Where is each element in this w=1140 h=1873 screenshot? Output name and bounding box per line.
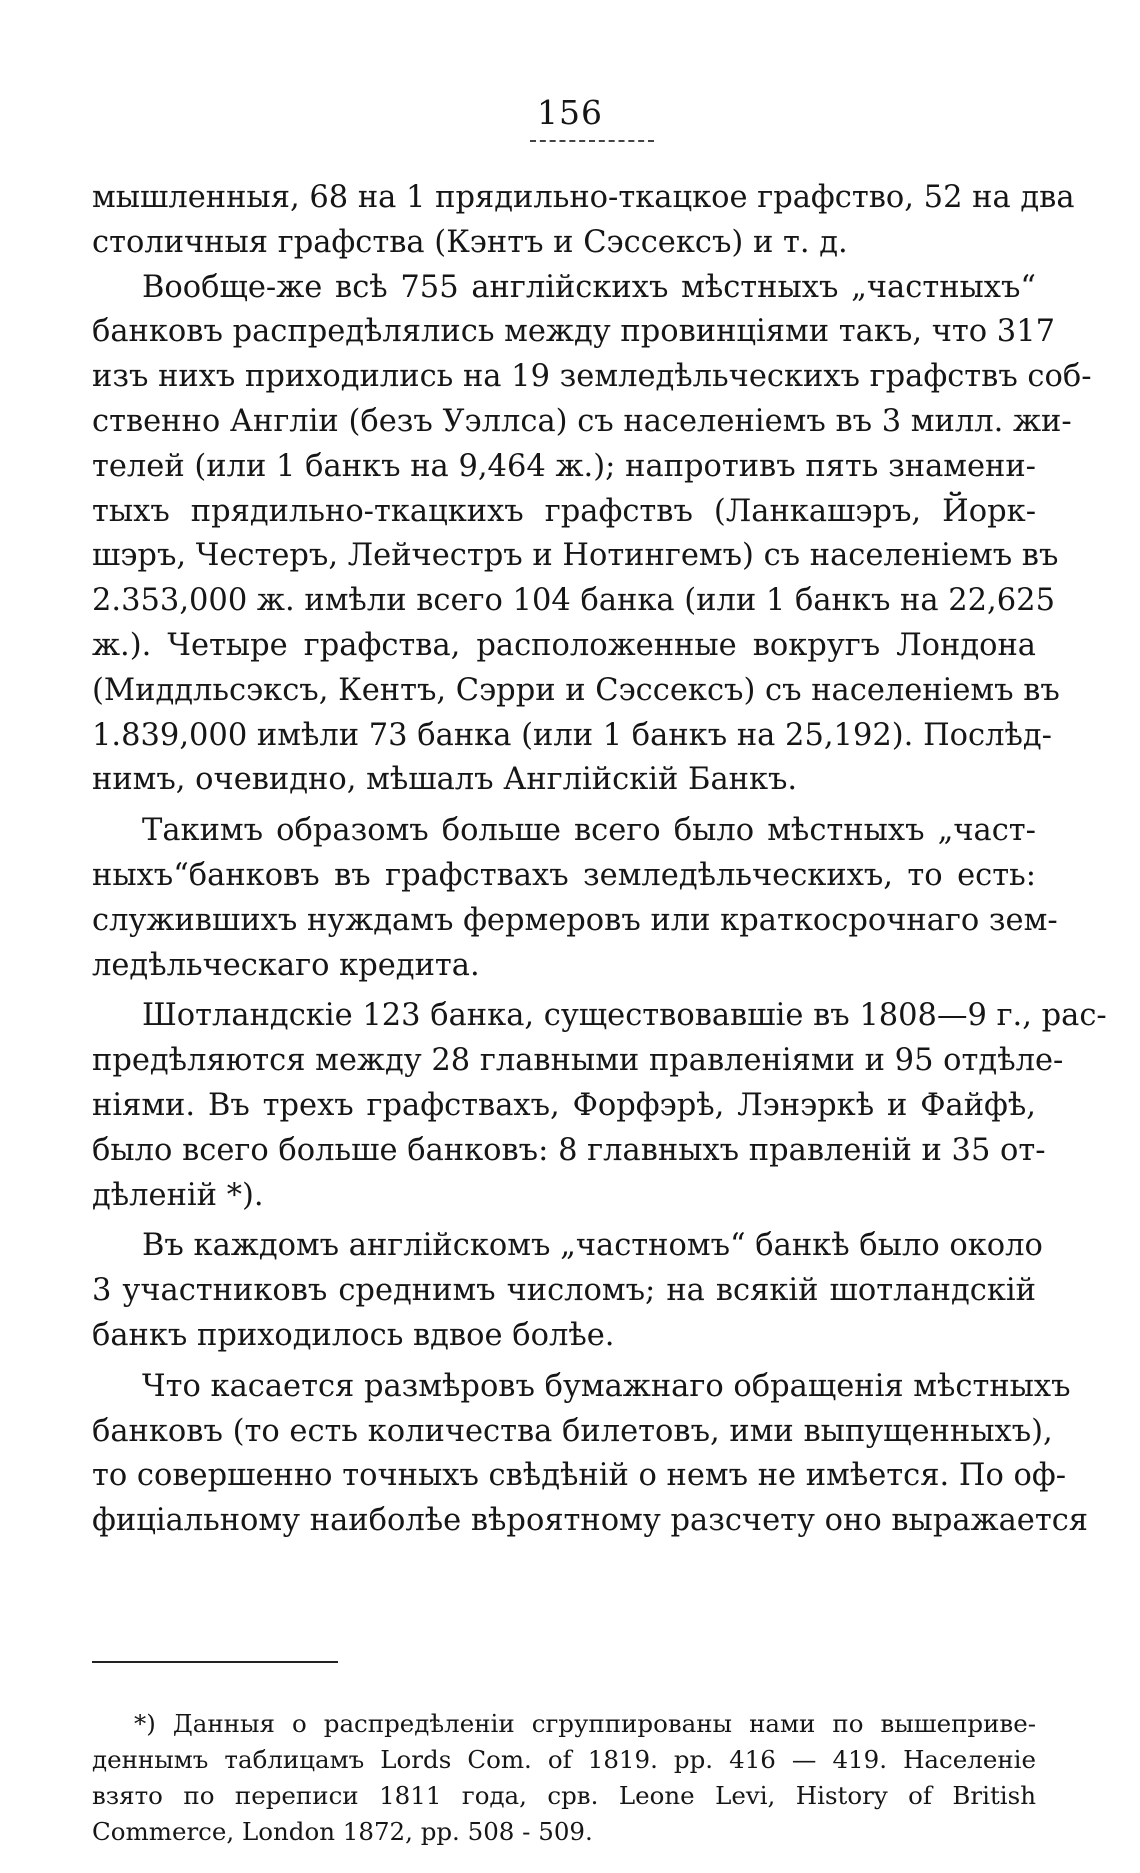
text-line: столичныя графства (Кэнтъ и Сэссексъ) и т. д. [92,224,848,260]
text-line: Въ каждомъ англійскомъ „частномъ“ банкѣ было около [142,1228,1043,1264]
text-line: 3 участниковъ среднимъ числомъ; на всякій шотландскій [92,1273,1036,1309]
text-line: Шотландскіе 123 банка, существовавшіе въ 1808—9 г., рас- [142,998,1107,1034]
text-line: ніями. Въ трехъ графствахъ, Форфэрѣ, Лэнэркѣ и Файфѣ, [92,1087,1036,1123]
page-number: 156 [537,93,603,132]
text-line: Такимъ образомъ больше всего было мѣстныхъ „част- [142,813,1036,849]
footnote-line: взято по переписи 1811 года, срв. Leone Levi, History of British [92,1781,1036,1810]
text-line: телей (или 1 банкъ на 9,464 ж.); напротивъ пять знамени- [92,448,1036,484]
text-line: служившихъ нуждамъ фермеровъ или краткосрочнаго зем- [92,902,1058,938]
text-line: тыхъ прядильно-ткацкихъ графствъ (Ланкашэръ, Йорк- [92,493,1036,529]
text-line: банковъ (то есть количества билетовъ, ими выпущенныхъ), [92,1413,1053,1449]
text-line: было всего больше банковъ: 8 главныхъ правленій и 35 от- [92,1132,1046,1168]
text-line: банковъ распредѣлялись между провинціями такъ, что 317 [92,314,1056,350]
text-line: шэръ, Честеръ, Лейчестръ и Нотингемъ) съ населеніемъ въ [92,538,1059,574]
text-line: мышленныя, 68 на 1 прядильно-ткацкое графство, 52 на два [92,180,1075,215]
footnote-divider [92,1661,338,1663]
footnote-line: Commerce, London 1872, pp. 508 - 509. [92,1817,593,1846]
text-line: нимъ, очевидно, мѣшалъ Англійскій Банкъ. [92,762,798,798]
text-line: ледѣльческаго кредита. [92,947,480,983]
text-line: 2.353,000 ж. имѣли всего 104 банка (или 1 банкъ на 22,625 [92,583,1055,619]
body-text [92,176,1107,1544]
text-line: ж.). Четыре графства, расположенные вокругъ Лондона [92,627,1036,663]
page-number-rule [530,140,654,142]
text-line: Вообще-же всѣ 755 англійскихъ мѣстныхъ „частныхъ“ [142,269,1036,305]
text-line: то совершенно точныхъ свѣдѣній о немъ не имѣется. По оф- [92,1458,1067,1494]
footnote-line: *) Данныя о распредѣленіи сгруппированы нами по вышеприве- [134,1709,1036,1738]
footnote [92,1706,1036,1850]
text-line: фиціальному наиболѣе вѣроятному разсчету оно выражается [92,1503,1089,1539]
text-line: ственно Англіи (безъ Уэллса) съ населеніемъ въ 3 милл. жи- [92,403,1072,439]
text-line: предѣляются между 28 главными правленіями и 95 отдѣле- [92,1043,1064,1079]
text-line: 1.839,000 имѣли 73 банка (или 1 банкъ на 25,192). Послѣд- [92,717,1052,753]
text-line: Что касается размѣровъ бумажнаго обращенія мѣстныхъ [142,1368,1071,1404]
text-line: изъ нихъ приходились на 19 земледѣльческихъ графствъ соб- [92,359,1092,395]
text-line: (Миддльсэксъ, Кентъ, Сэрри и Сэссексъ) съ населеніемъ въ [92,672,1060,708]
text-line: дѣленій *). [92,1177,264,1213]
text-line: банкъ приходилось вдвое болѣе. [92,1317,615,1353]
footnote-line: деннымъ таблицамъ Lords Com. of 1819. pp. 416 — 419. Населеніе [92,1745,1036,1774]
text-line: ныхъ“банковъ въ графствахъ земледѣльческихъ, то есть: [92,857,1036,893]
